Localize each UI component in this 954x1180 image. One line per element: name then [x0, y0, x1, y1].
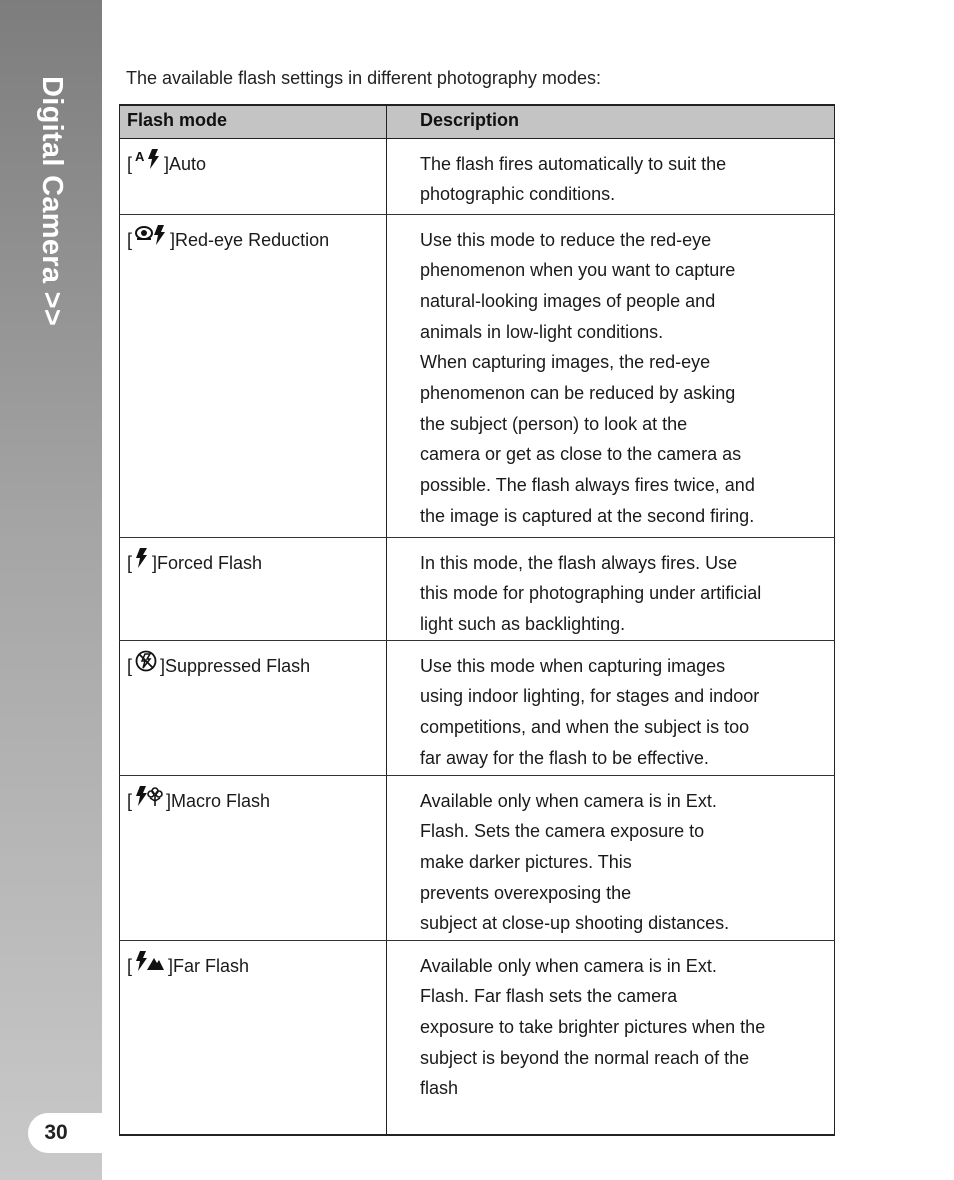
table-row [120, 640, 835, 775]
description-line: camera or get as close to the camera as [420, 444, 742, 465]
description-line: phenomenon can be reduced by asking [420, 383, 736, 404]
flash-mode-label: [ A ]Auto [127, 154, 206, 174]
description-line: photographic conditions. [420, 184, 616, 205]
description-cell [387, 138, 835, 214]
description-line: this mode for photographing under artificial [420, 583, 762, 604]
flash-mode-name: Suppressed Flash [165, 655, 311, 676]
description-line: animals in low-light conditions. [420, 321, 664, 342]
flash-mode-name: Macro Flash [171, 790, 271, 811]
flash-mode-cell [120, 940, 387, 1135]
description-line: the subject (person) to look at the [420, 413, 688, 434]
flash-mode-table [119, 104, 835, 1136]
header-flash-mode: Flash mode [120, 105, 387, 138]
flash-mode-cell [120, 775, 387, 940]
macro-flash-icon [135, 785, 163, 813]
description-line: Available only when camera is in Ext. [420, 955, 717, 976]
description-line: possible. The flash always fires twice, and [420, 475, 755, 496]
header-description: Description [387, 105, 835, 138]
description-cell [387, 537, 835, 640]
description-line: subject is beyond the normal reach of the [420, 1047, 750, 1068]
table-header-row [120, 105, 835, 138]
auto-flash-icon [135, 148, 161, 176]
table-row [120, 138, 835, 214]
description-line: using indoor lighting, for stages and indoor [420, 686, 760, 707]
description-line: make darker pictures. This [420, 852, 632, 873]
svg-text:A: A [135, 148, 145, 164]
description-line: Available only when camera is in Ext. [420, 790, 717, 811]
red-eye-flash-icon [135, 224, 167, 252]
description-line: competitions, and when the subject is too [420, 717, 750, 738]
flash-off-icon [135, 650, 157, 678]
flash-mode-name: Forced Flash [157, 552, 263, 573]
description-cell [387, 940, 835, 1135]
flash-mode-label: [ ]Far Flash [127, 956, 249, 976]
description-line: phenomenon when you want to capture [420, 260, 736, 281]
flash-mode-label: [ ]Suppressed Flash [127, 656, 310, 676]
flash-mode-name: Far Flash [173, 955, 250, 976]
intro-text: The available flash settings in different photography modes: [126, 68, 601, 88]
description-line: Flash. Sets the camera exposure to [420, 821, 705, 842]
flash-mode-label: [ ]Forced Flash [127, 553, 262, 573]
description-line: exposure to take brighter pictures when the [420, 1017, 766, 1038]
description-line: the image is captured at the second firing. [420, 505, 755, 526]
flash-mode-cell [120, 537, 387, 640]
flash-mode-name: Red-eye Reduction [175, 229, 330, 250]
table-row [120, 940, 835, 1135]
description-line: Use this mode to reduce the red-eye [420, 229, 712, 250]
flash-mode-label: [ ]Macro Flash [127, 791, 270, 811]
flash-mode-cell [120, 214, 387, 537]
table-row [120, 775, 835, 940]
flash-mode-label: [ ]Red-eye Reduction [127, 230, 329, 250]
forced-flash-icon [135, 547, 149, 575]
table-row [120, 537, 835, 640]
description-line: natural-looking images of people and [420, 290, 716, 311]
page-number: 30 [28, 1113, 102, 1153]
flash-mode-cell [120, 138, 387, 214]
description-line: light such as backlighting. [420, 613, 626, 634]
table-row [120, 214, 835, 537]
description-line: In this mode, the flash always fires. Use [420, 552, 738, 573]
description-cell [387, 214, 835, 537]
description-line: The flash fires automatically to suit the [420, 153, 727, 174]
description-cell [387, 775, 835, 940]
description-line: Use this mode when capturing images [420, 655, 726, 676]
description-line: flash [420, 1078, 459, 1099]
description-line: Flash. Far flash sets the camera [420, 986, 678, 1007]
description-line: When capturing images, the red-eye [420, 352, 711, 373]
sidebar: Digital Camera >> 30 [0, 0, 102, 1180]
far-flash-icon [135, 950, 165, 978]
flash-mode-name: Auto [169, 153, 207, 174]
flash-mode-cell [120, 640, 387, 775]
description-cell [387, 640, 835, 775]
description-line: subject at close-up shooting distances. [420, 913, 730, 934]
description-line: far away for the flash to be effective. [420, 747, 709, 768]
description-line: prevents overexposing the [420, 882, 632, 903]
